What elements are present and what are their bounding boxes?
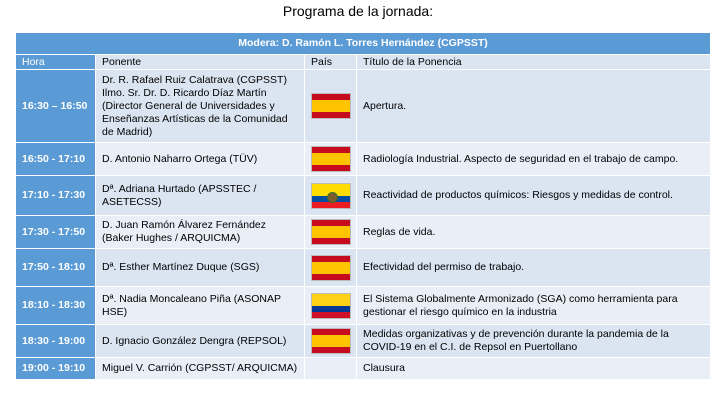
- table-row: [16, 249, 711, 287]
- hora-cell: 19:00 - 19:10: [16, 358, 96, 380]
- table-row: [16, 216, 711, 249]
- ponente-cell: Miguel V. Carrión (CGPSST/ ARQUICMA): [96, 358, 305, 380]
- ponente-cell: Dª. Esther Martínez Duque (SGS): [96, 249, 305, 287]
- ponente-cell: D. Ignacio González Dengra (REPSOL): [96, 325, 305, 358]
- spain-flag: [311, 93, 351, 119]
- ponente-cell: D. Antonio Naharro Ortega (TÜV): [96, 143, 305, 176]
- table-row: [16, 70, 711, 143]
- spain-flag: [311, 146, 351, 172]
- header-pais: País: [305, 55, 357, 70]
- header-row: [16, 55, 711, 70]
- colombia-flag: [311, 293, 351, 319]
- hora-cell: 18:30 - 19:00: [16, 325, 96, 358]
- hora-cell: 17:50 - 18:10: [16, 249, 96, 287]
- header-titulo: Título de la Ponencia: [357, 55, 711, 70]
- hora-cell: 17:10 - 17:30: [16, 176, 96, 216]
- table-row: [16, 176, 711, 216]
- spain-flag: [311, 219, 351, 245]
- page-title: Programa de la jornada:: [282, 3, 434, 19]
- ecuador-flag: [311, 183, 351, 209]
- pais-cell: [305, 70, 357, 143]
- program-table: [15, 32, 711, 380]
- titulo-cell: Clausura: [357, 358, 711, 380]
- table-row: [16, 143, 711, 176]
- moderator-cell: Modera: D. Ramón L. Torres Hernández (CGPSST): [16, 33, 711, 55]
- hora-cell: 18:10 - 18:30: [16, 287, 96, 325]
- pais-cell: [305, 176, 357, 216]
- pais-cell: [305, 358, 357, 380]
- table-row: [16, 325, 711, 358]
- titulo-cell: Reactividad de productos químicos: Riesgos y medidas de control.: [357, 176, 711, 216]
- pais-cell: [305, 287, 357, 325]
- titulo-cell: Apertura.: [357, 70, 711, 143]
- titulo-cell: Radiología Industrial. Aspecto de seguridad en el trabajo de campo.: [357, 143, 711, 176]
- titulo-cell: Efectividad del permiso de trabajo.: [357, 249, 711, 287]
- pais-cell: [305, 143, 357, 176]
- titulo-cell: El Sistema Globalmente Armonizado (SGA) como herramienta para gestionar el riesgo químico en la industria: [357, 287, 711, 325]
- ponente-cell: D. Juan Ramón Álvarez Fernández (Baker Hughes / ARQUICMA): [96, 216, 305, 249]
- pais-cell: [305, 216, 357, 249]
- spain-flag: [311, 328, 351, 354]
- ponente-cell: Dª. Nadia Moncaleano Piña (ASONAP HSE): [96, 287, 305, 325]
- header-hora: Hora: [16, 55, 96, 70]
- ponente-cell: Dª. Adriana Hurtado (APSSTEC / ASETECSS): [96, 176, 305, 216]
- pais-cell: [305, 249, 357, 287]
- titulo-cell: Medidas organizativas y de prevención durante la pandemia de la COVID-19 en el C.I. de Repsol en Puertollano: [357, 325, 711, 358]
- table-row: [16, 287, 711, 325]
- moderator-row: [16, 33, 711, 55]
- header-ponente: Ponente: [96, 55, 305, 70]
- hora-cell: 17:30 - 17:50: [16, 216, 96, 249]
- titulo-cell: Reglas de vida.: [357, 216, 711, 249]
- hora-cell: 16:50 - 17:10: [16, 143, 96, 176]
- table-row: [16, 358, 711, 380]
- pais-cell: [305, 325, 357, 358]
- spain-flag: [311, 255, 351, 281]
- ponente-cell: Dr. R. Rafael Ruiz Calatrava (CGPSST) Ilmo. Sr. Dr. D. Ricardo Díaz Martín (Director General de Universidades y Enseñanzas Artísticas de la Comunidad de Madrid): [96, 70, 305, 143]
- hora-cell: 16:30 – 16:50: [16, 70, 96, 143]
